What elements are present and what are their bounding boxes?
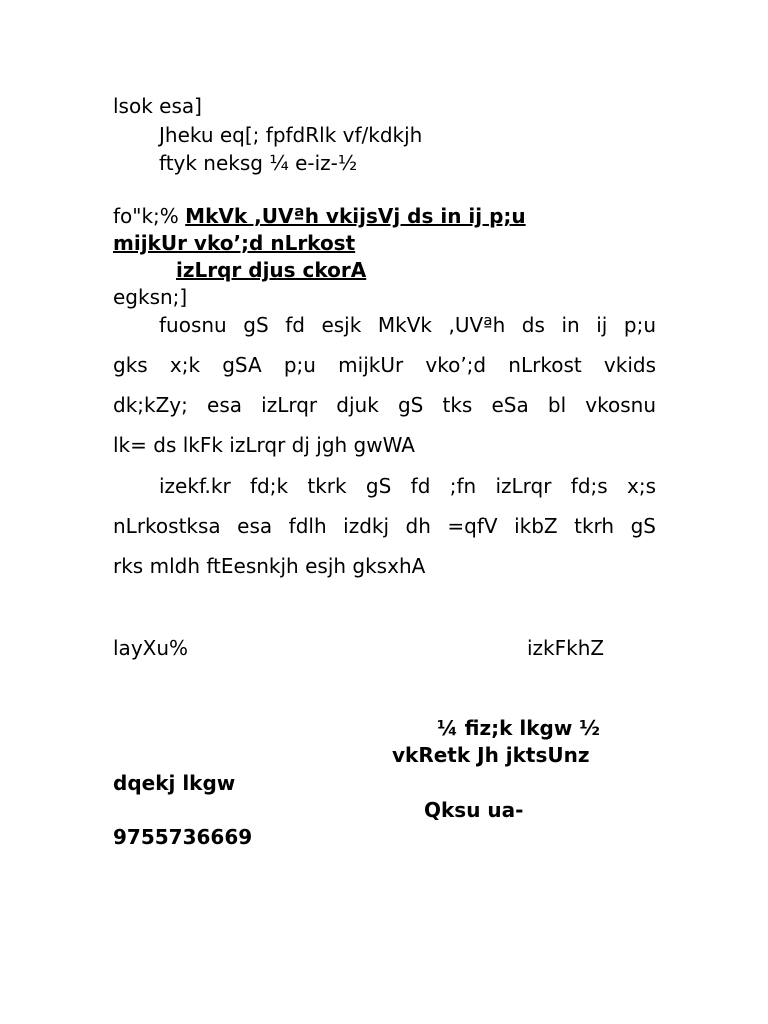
salutation-to: lsok esa] (113, 94, 202, 118)
para2-line-1: izekf.kr fd;k tkrk gS fd ;fn izLrqr fd;s x;s (159, 474, 656, 498)
para1-line-2: gks x;k gSA p;u mijkUr vko’;d nLrkost vkids (113, 353, 656, 377)
para2-line-3: rks mldh ftEesnkjh esjh gksxhA (113, 554, 426, 578)
para1-line-4: lk= ds lkFk izLrqr dj jgh gwWA (113, 433, 415, 457)
para2-line-2: nLrkostksa esa fdlh izdkj dh =qfV ikbZ tkrh gS (113, 514, 656, 538)
phone-label: Qksu ua- (424, 798, 524, 822)
recipient-line-1: Jheku eq[; fpfdRlk vf/kdkjh (159, 123, 423, 147)
name-line: dqekj lkgw (113, 771, 236, 795)
phone-number: 9755736669 (113, 825, 253, 849)
enclosure-label: layXu% (113, 636, 189, 660)
para1-line-1: fuosnu gS fd esjk MkVk ,UVªh ds in ij p;u (159, 313, 656, 337)
applicant-label: izkFkhZ (527, 636, 605, 660)
recipient-line-2: ftyk neksg ¼ e-iz-½ (159, 151, 358, 175)
subject-text-1: MkVk ,UVªh vkijsVj ds in ij p;u (185, 204, 526, 228)
father-line: vkRetk Jh jktsUnz (392, 743, 590, 767)
subject-text-3: izLrqr djus ckorA (176, 258, 367, 282)
greeting: egksn;] (113, 285, 188, 309)
subject-line-1 (113, 204, 526, 228)
subject-text-2: mijkUr vko’;d nLrkost (113, 231, 356, 255)
subject-label: fo"k;% (113, 204, 179, 228)
para1-line-3: dk;kZy; esa izLrqr djuk gS tks eSa bl vkosnu (113, 393, 656, 417)
signature-note: ¼ fiz;k lkgw ½ (437, 716, 601, 740)
